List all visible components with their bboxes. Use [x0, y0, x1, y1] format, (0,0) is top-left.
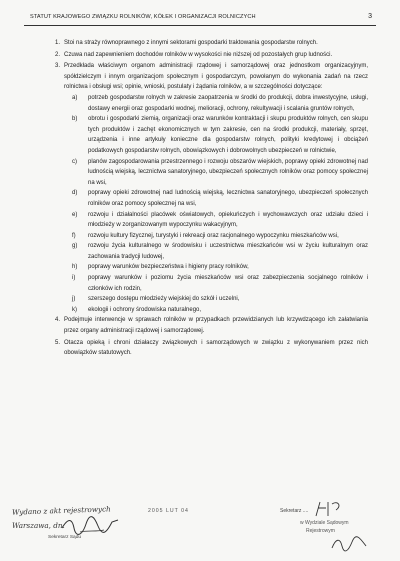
- sub-item-text: rozwoju kultury fizycznej, turystyki i rekreacji oraz racjonalnego wypoczynku mieszkańców wsi,: [88, 232, 339, 239]
- sub-item-letter: f): [72, 232, 76, 239]
- sub-item-letter: g): [72, 243, 78, 250]
- document-body: [42, 38, 368, 360]
- list-item: [42, 38, 368, 49]
- sub-list-item: [42, 188, 368, 209]
- list-item: [42, 61, 368, 93]
- sub-list-item: [42, 157, 368, 189]
- sub-list-item: [42, 210, 368, 231]
- sub-list-item: [42, 273, 368, 294]
- sub-item-text: potrzeb gospodarstw rolnych w zakresie zaopatrzenia w środki do produkcji, dobra inwestycyjne, usługi, dostawy energii oraz gospodarki wodnej, melioracji, ochrony, rekultywacji i scalania gruntów rolnych,: [88, 94, 368, 112]
- item-number: 2.: [54, 51, 60, 58]
- court-stamp-line-1: Sekretarz ....: [280, 508, 309, 514]
- item-text: Stoi na straży równoprawnego z innymi sektorami gospodarki traktowania gospodarstw rolnych.: [64, 40, 318, 46]
- sub-list-item: [42, 231, 368, 242]
- item-number: 1.: [54, 40, 60, 46]
- item-number: 3.: [54, 63, 60, 70]
- signature-right: [312, 498, 346, 520]
- item-text: Przedkłada właściwym organom administracji rządowej i samorządowej oraz jednostkom organizacyjnym, spółdzielczym i innym organizacjom społecznym i gospodarczym, powołanym do wykonania zadań na rzecz rolnictwa i obsługi wsi; opinie, wnioski, postulaty i żądania rolników, a w szczególności dotyczące:: [64, 63, 368, 91]
- sub-item-letter: e): [72, 211, 78, 218]
- item-text: Podejmuje interwencje w sprawach rolników w przypadkach przewidzianych lub krzywdzącego ich załatwiania przez organy administracji rządowej i samorządowej.: [64, 317, 368, 335]
- sub-list-item: [42, 305, 368, 316]
- sub-item-letter: k): [72, 306, 77, 313]
- sub-list-item: [42, 294, 368, 305]
- item-text: Czuwa nad zapewnieniem dochodów rolników w wysokości nie niższej od pozostałych grup ludności.: [64, 51, 333, 58]
- sub-item-text: rozwoju i działalności placówek oświatowych, opiekuńczych i wychowawczych oraz udziału dzieci i młodzieży w zorganizowanym wypoczynku wakacyjnym,: [88, 211, 368, 229]
- sub-list-item: [42, 241, 368, 262]
- page-header: [24, 13, 376, 26]
- sub-item-text: poprawy warunków bezpieczeństwa i higieny pracy rolników,: [88, 264, 249, 271]
- registry-stamp-small: Sekretarz Sądu: [48, 535, 82, 540]
- sub-item-letter: i): [72, 275, 76, 282]
- sub-item-text: ekologii i ochrony środowiska naturalnego,: [88, 306, 202, 313]
- court-stamp-line-2: w Wydziale Sądowym: [300, 520, 349, 526]
- sub-item-text: obrotu i gospodarki ziemią, organizacji oraz warunków kontraktacji i skupu produktów rolnych, cen skupu tych produktów i zachęt ekonomicznych w tym zakresie, cen na środki produkcji, materiały, sprzęt, urządzenia i inne artykuły konieczne dla gospodarstw rolnych, polityki kredytowej i obciążeń podatkowych gospodarstw rolnych, obowiązkowych i dobrowolnych ubezpieczeń w rolnictwie,: [88, 116, 368, 154]
- sub-item-letter: b): [72, 116, 78, 123]
- item-number: 5.: [54, 339, 60, 346]
- sub-item-text: planów zagospodarowania przestrzennego i rozwoju obszarów wiejskich, poprawy opieki zdrowotnej nad ludnością wiejską, lecznictwa sanatoryjnego, ubezpieczeń społecznych rolników oraz pomocy społecznej na wsi,: [88, 158, 368, 186]
- registry-stamp-line-2: Warszawa, dn.: [12, 521, 65, 530]
- page-number: 3: [368, 13, 372, 20]
- sub-item-text: szerszego dostępu młodzieży wiejskiej do szkół i uczelni,: [88, 296, 240, 303]
- sub-list-item: [42, 93, 368, 114]
- court-stamp-line-3: Rejestrowym: [306, 528, 335, 534]
- sub-item-text: poprawy warunków i poziomu życia mieszkańców wsi oraz zabezpieczenia socjalnego rolników i członków ich rodzin,: [88, 275, 368, 292]
- sub-item-letter: a): [72, 94, 78, 101]
- date-stamp: 2005 LUT 04: [148, 508, 189, 514]
- item-text: Otacza opieką i chroni działaczy związkowych i samorządowych w związku z wykonywaniem przez nich obowiązków statutowych.: [64, 339, 368, 357]
- sub-item-letter: c): [72, 158, 77, 165]
- sub-list-item: [42, 262, 368, 273]
- header-title: STATUT KRAJOWEGO ZWIĄZKU ROLNIKÓW, KÓŁEK I ORGANIZACJI ROLNICZYCH: [30, 14, 256, 20]
- sub-item-letter: h): [72, 264, 78, 271]
- list-item: [42, 338, 368, 359]
- list-item: [42, 50, 368, 61]
- registry-stamp-line-1: Wydano z akt rejestrowych: [11, 504, 111, 517]
- sub-item-text: poprawy opieki zdrowotnej nad ludnością wiejską, lecznictwa sanatoryjnego, ubezpieczeń społecznych rolników oraz pomocy społecznej na wsi,: [88, 190, 368, 207]
- sub-item-text: rozwoju życia kulturalnego w środowisku i uczestnictwa mieszkańców wsi w życiu kulturalnym oraz zachowania tradycji ludowej,: [88, 243, 368, 260]
- sub-item-letter: j): [72, 296, 76, 303]
- signature-left: [60, 514, 122, 538]
- sub-list-item: [42, 114, 368, 156]
- signature-right-lower: [330, 534, 370, 554]
- list-item: [42, 315, 368, 336]
- item-number: 4.: [54, 317, 60, 324]
- sub-item-letter: d): [72, 190, 78, 197]
